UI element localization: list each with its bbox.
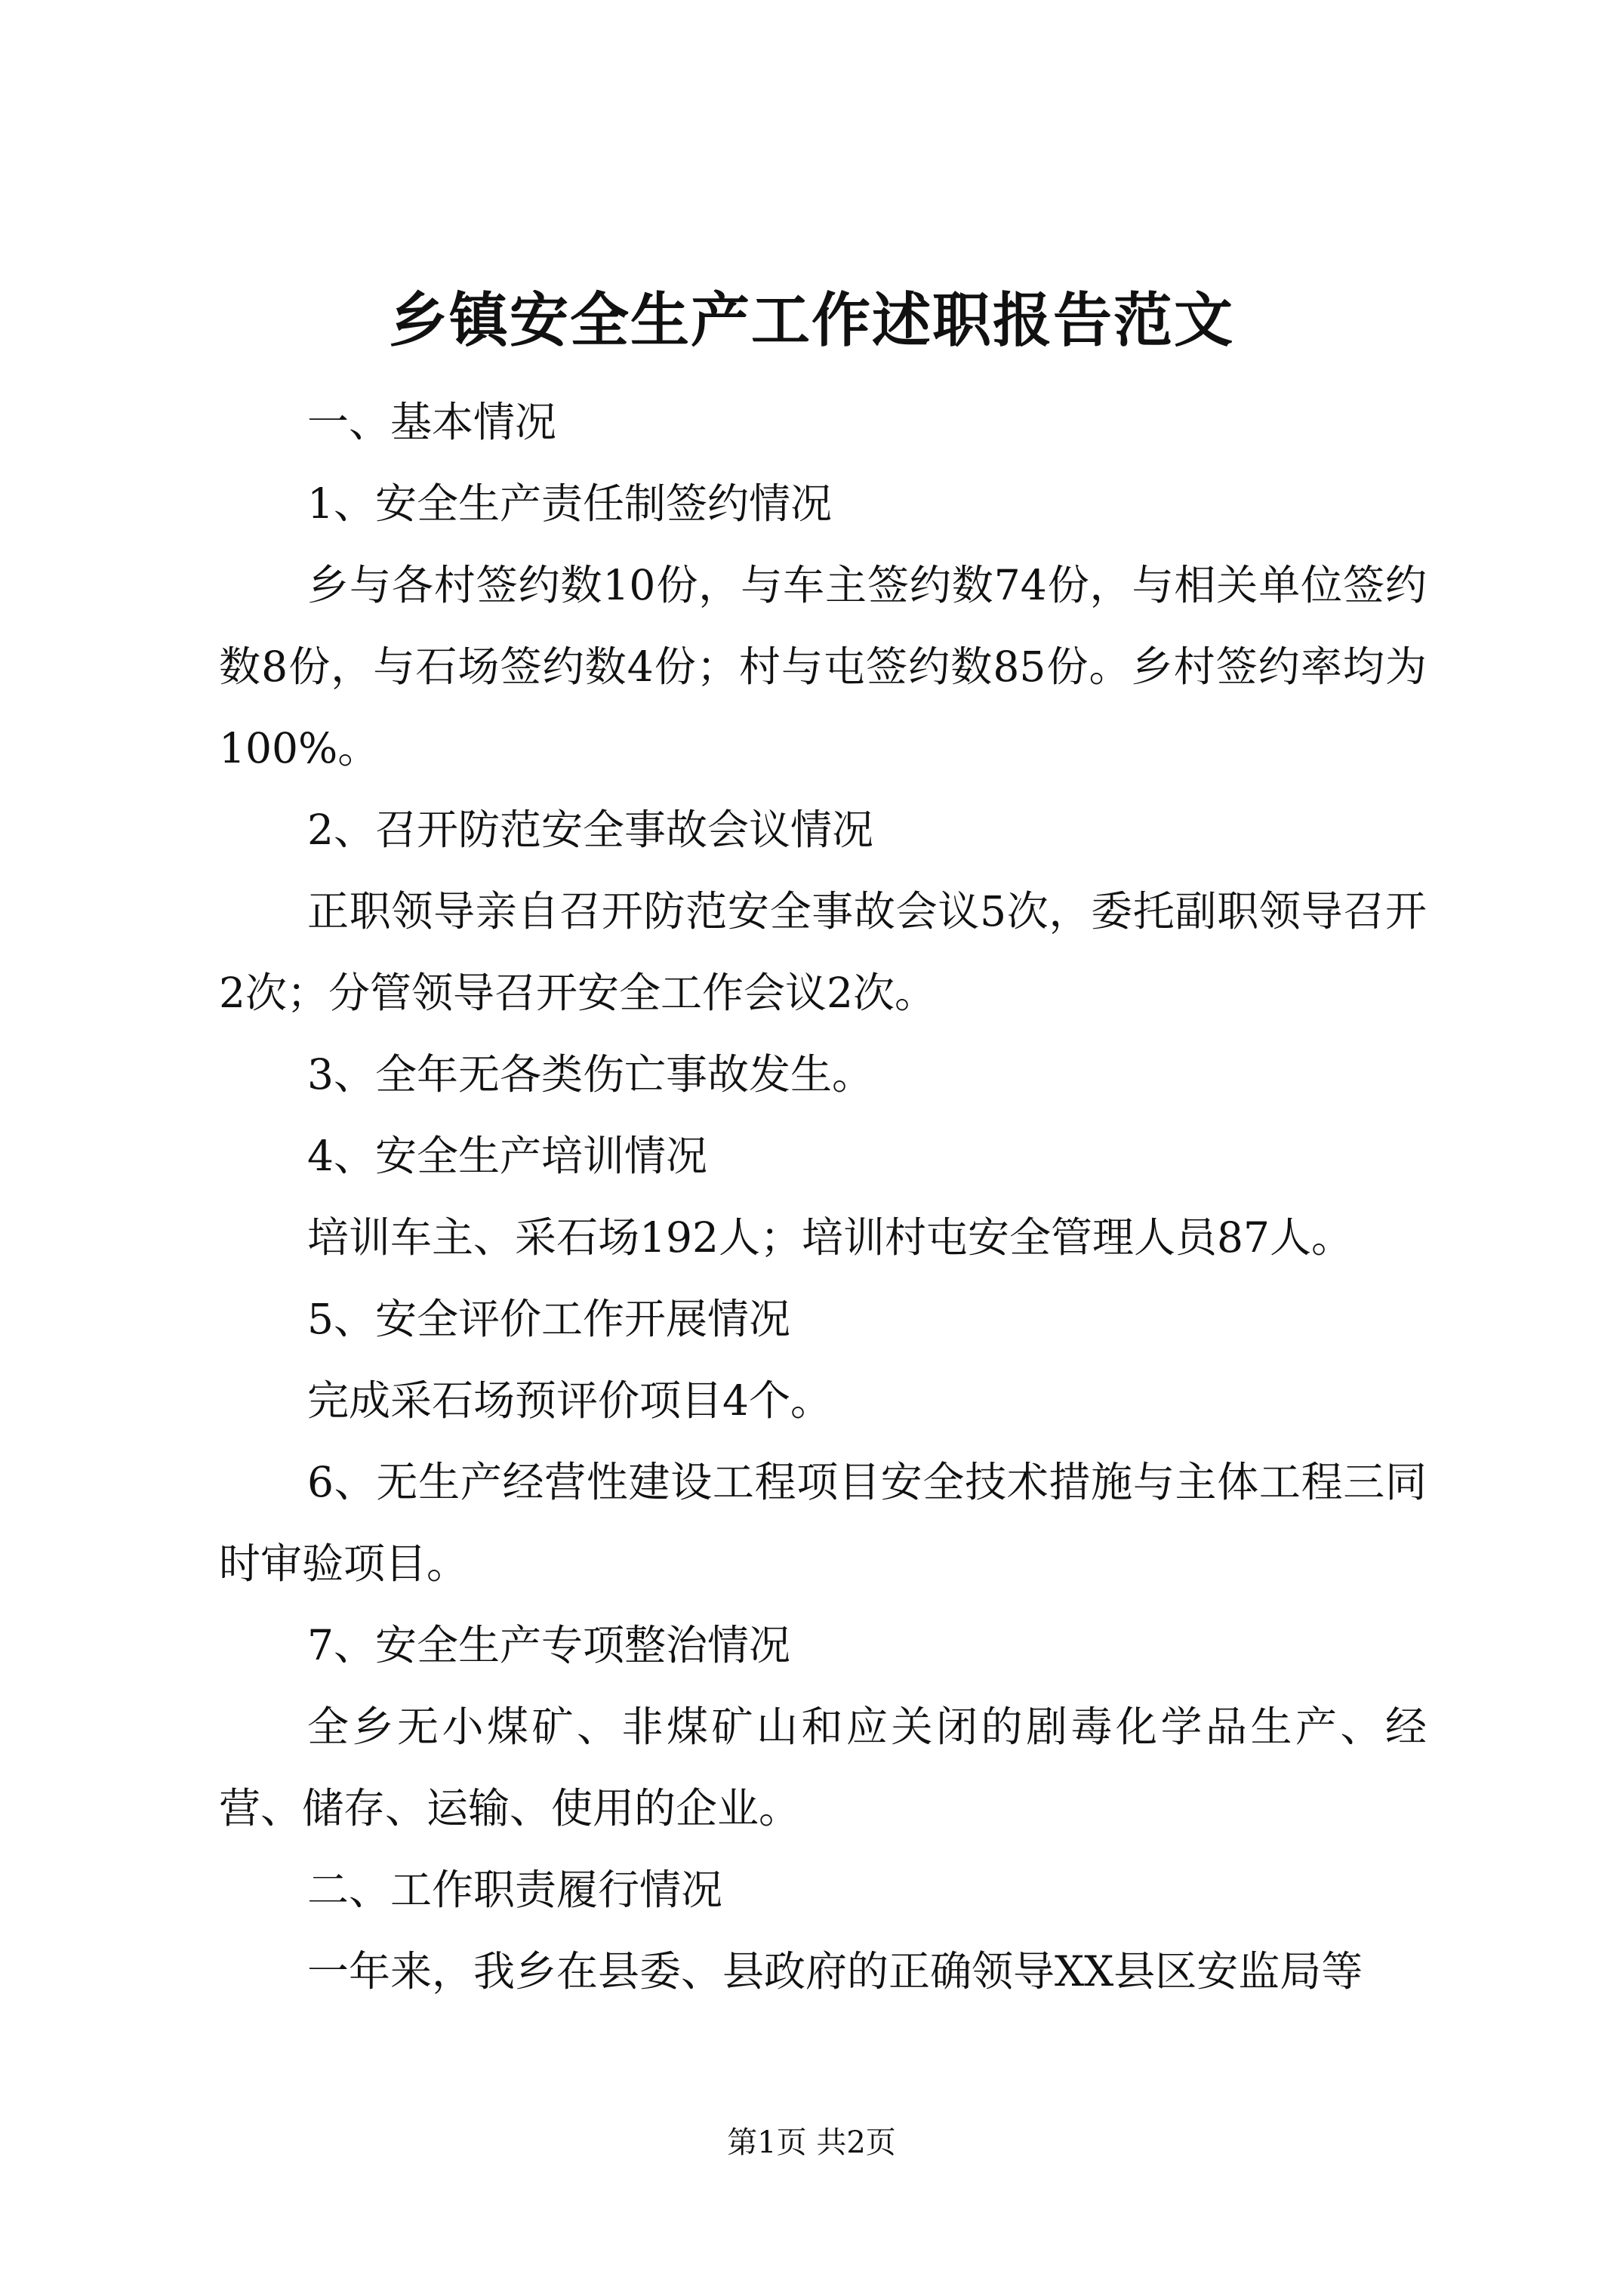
- document-body: [219, 381, 1427, 2012]
- section-heading-basic-situation: 一、基本情况: [307, 398, 557, 446]
- subheading-training: 4、安全生产培训情况: [307, 1132, 707, 1180]
- document-title: 乡镇安全生产工作述职报告范文: [388, 286, 1234, 355]
- subheading-safety-meetings: 2、召开防范安全事故会议情况: [307, 806, 873, 854]
- paragraph-duties-intro: 一年来，我乡在县委、县政府的正确领导XX县区安监局等: [307, 1947, 1363, 1996]
- paragraph-signing-stats: 乡与各村签约数10份，与车主签约数74份，与相关单位签约数8份，与石场签约数4份；村与屯签约数85份。乡村签约率均为100%。: [219, 561, 1427, 772]
- subheading-safety-evaluation: 5、安全评价工作开展情况: [307, 1295, 790, 1343]
- paragraph-evaluation-stats: 完成采石场预评价项目4个。: [307, 1376, 832, 1425]
- subheading-special-rectification: 7、安全生产专项整治情况: [307, 1621, 790, 1669]
- subheading-responsibility-signing: 1、安全生产责任制签约情况: [307, 479, 832, 528]
- page-footer: 第1页 共2页: [727, 2125, 896, 2160]
- paragraph-rectification-details: 全乡无小煤矿、非煤矿山和应关闭的剧毒化学品生产、经营、储存、运输、使用的企业。: [219, 1703, 1427, 1832]
- section-heading-duties: 二、工作职责履行情况: [307, 1866, 723, 1914]
- paragraph-construction-projects: 6、无生产经营性建设工程项目安全技术措施与主体工程三同时审验项目。: [219, 1458, 1427, 1588]
- paragraph-training-stats: 培训车主、采石场192人；培训村屯安全管理人员87人。: [307, 1213, 1353, 1262]
- paragraph-no-accidents: 3、全年无各类伤亡事故发生。: [307, 1050, 873, 1099]
- paragraph-meeting-stats: 正职领导亲自召开防范安全事故会议5次，委托副职领导召开2次；分管领导召开安全工作会议2次。: [219, 887, 1427, 1017]
